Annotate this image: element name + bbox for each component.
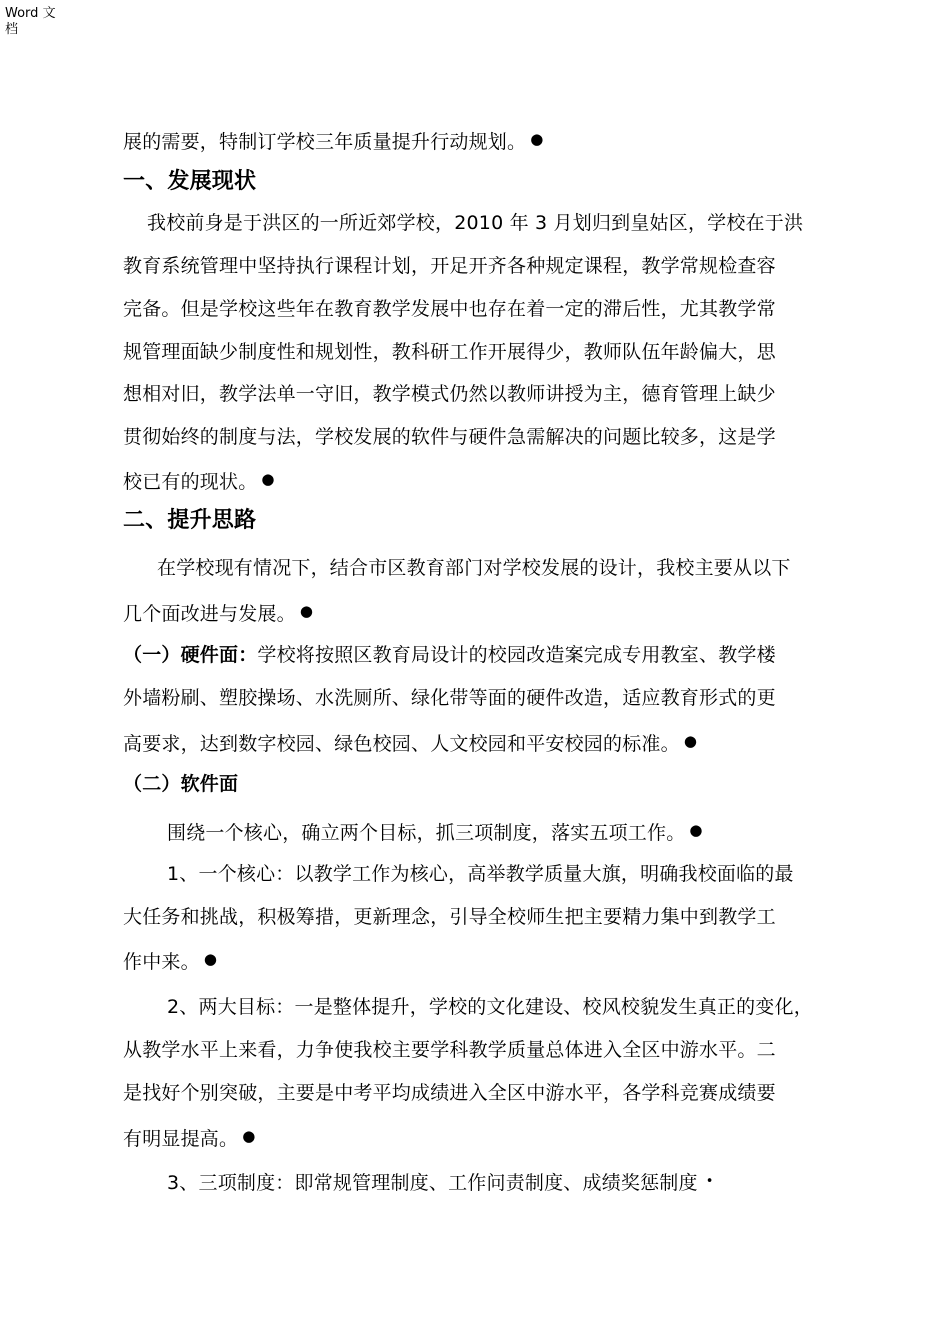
paragraph-line: 1、一个核心：以教学工作为核心，高举教学质量大旗，明确我校面临的最 — [167, 863, 794, 885]
paragraph-mark-icon: • — [705, 1174, 714, 1189]
section-heading: 一、发展现状 — [123, 169, 257, 194]
paragraph-mark-icon: ● — [203, 950, 218, 968]
doc-label: 文 — [42, 6, 56, 21]
paragraph-line: 在学校现有情况下，结合市区教育部门对学校发展的设计，我校主要从以下 — [157, 557, 791, 579]
paragraph-line: 我校前身是于洪区的一所近郊学校，2010 年 3 月划归到皇姑区，学校在于洪 — [147, 212, 804, 234]
paragraph-mark-icon: ● — [530, 130, 544, 148]
subheading-software: （二）软件面 — [123, 773, 239, 795]
paragraph-line: 教育系统管理中坚持执行课程计划，开足开齐各种规定课程，教学常规检查容 — [123, 255, 776, 277]
paragraph-line: 完备。但是学校这些年在教育教学发展中也存在着一定的滞后性，尤其教学常 — [123, 298, 776, 320]
paragraph-mark-icon: ● — [683, 732, 698, 750]
paragraph-line: 大任务和挑战，积极筹措，更新理念，引导全校师生把主要精力集中到教学工 — [123, 906, 776, 928]
paragraph-mark-icon: ● — [299, 602, 314, 620]
paragraph-line: 从教学水平上来看，力争使我校主要学科教学质量总体进入全区中游水平。二 — [123, 1039, 776, 1061]
section-heading: 二、提升思路 — [123, 508, 257, 533]
paragraph-line: 展的需要，特制订学校三年质量提升行动规划。 ● — [123, 130, 544, 153]
paragraph-mark-icon: ● — [689, 821, 703, 839]
paragraph-mark-icon: ● — [242, 1127, 256, 1145]
doc-label-2: 档 — [5, 22, 19, 37]
paragraph-line: 有明显提高。 ● — [123, 1127, 256, 1150]
paragraph-line: 校已有的现状。 ● — [123, 470, 275, 493]
paragraph-line: 高要求，达到数字校园、绿色校园、人文校园和平安校园的标准。 ● — [123, 732, 698, 755]
paragraph-line: 贯彻始终的制度与法，学校发展的软件与硬件急需解决的问题比较多，这是学 — [123, 426, 776, 448]
paragraph-line: 外墙粉刷、塑胶操场、水洗厕所、绿化带等面的硬件改造，适应教育形式的更 — [123, 687, 776, 709]
paragraph-line: 规管理面缺少制度性和规划性，教科研工作开展得少，教师队伍年龄偏大，思 — [123, 341, 776, 363]
paragraph-line: 作中来。 ● — [123, 950, 218, 973]
word-document-label — [5, 6, 65, 38]
paragraph-line: 想相对旧，教学法单一守旧，教学模式仍然以教师讲授为主，德育管理上缺少 — [123, 383, 776, 405]
paragraph-line: （一）硬件面：学校将按照区教育局设计的校园改造案完成专用教室、教学楼 — [123, 644, 776, 666]
paragraph-line: 是找好个别突破，主要是中考平均成绩进入全区中游水平，各学科竞赛成绩要 — [123, 1082, 776, 1104]
paragraph-mark-icon: ● — [261, 470, 275, 488]
paragraph-line: 3、三项制度：即常规管理制度、工作问责制度、成绩奖惩制度 • — [167, 1172, 714, 1194]
subheading-hardware: （一）硬件面： — [123, 644, 258, 666]
paragraph-line: 围绕一个核心，确立两个目标，抓三项制度，落实五项工作。 ● — [167, 821, 703, 844]
app-name: Word — [5, 6, 39, 21]
paragraph-line: 几个面改进与发展。 ● — [123, 602, 314, 625]
paragraph-line: 2、两大目标：一是整体提升，学校的文化建设、校风校貌发生真正的变化， — [167, 996, 813, 1018]
